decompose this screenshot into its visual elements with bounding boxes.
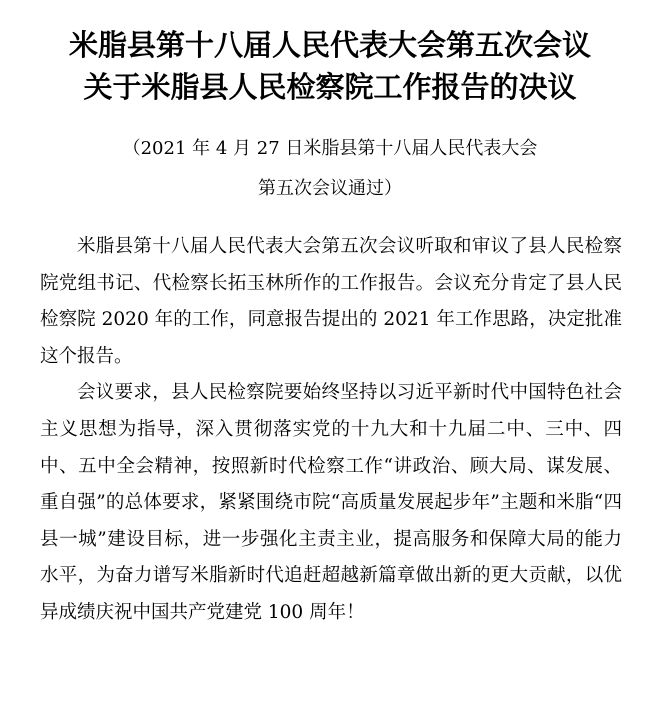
- title-line-2: 关于米脂县人民检察院工作报告的决议: [83, 70, 577, 104]
- body-paragraph-1: 米脂县第十八届人民代表大会第五次会议听取和审议了县人民检察院党组书记、代检察长拓玉林所作的工作报告。会议充分肯定了县人民检察院 2020 年的工作，同意报告提出的 2021 年工作思路，决定批准这个报告。: [40, 236, 622, 367]
- subtitle-line-1: （2021 年 4 月 27 日米脂县第十八届人民代表大会: [122, 138, 538, 159]
- body-paragraph-2: 会议要求，县人民检察院要始终坚持以习近平新时代中国特色社会主义思想为指导，深入贯彻落实党的十九大和十九届二中、三中、四中、五中全会精神，按照新时代检察工作“讲政治、顾大局、谋发展、重自强”的总体要求，紧紧围绕市院“高质量发展起步年”主题和米脂“四县一城”建设目标，进一步强化主责主业，提高服务和保障大局的能力水平，为奋力谱写米脂新时代追赶超越新篇章做出新的更大贡献，以优异成绩庆祝中国共产党建党 100 周年！: [40, 382, 622, 623]
- document-body: [40, 229, 622, 632]
- subtitle-line-2: 第五次会议通过）: [258, 178, 402, 199]
- title-line-1: 米脂县第十八届人民代表大会第五次会议: [68, 28, 591, 62]
- document-title: [0, 24, 660, 108]
- document-subtitle: [0, 129, 660, 209]
